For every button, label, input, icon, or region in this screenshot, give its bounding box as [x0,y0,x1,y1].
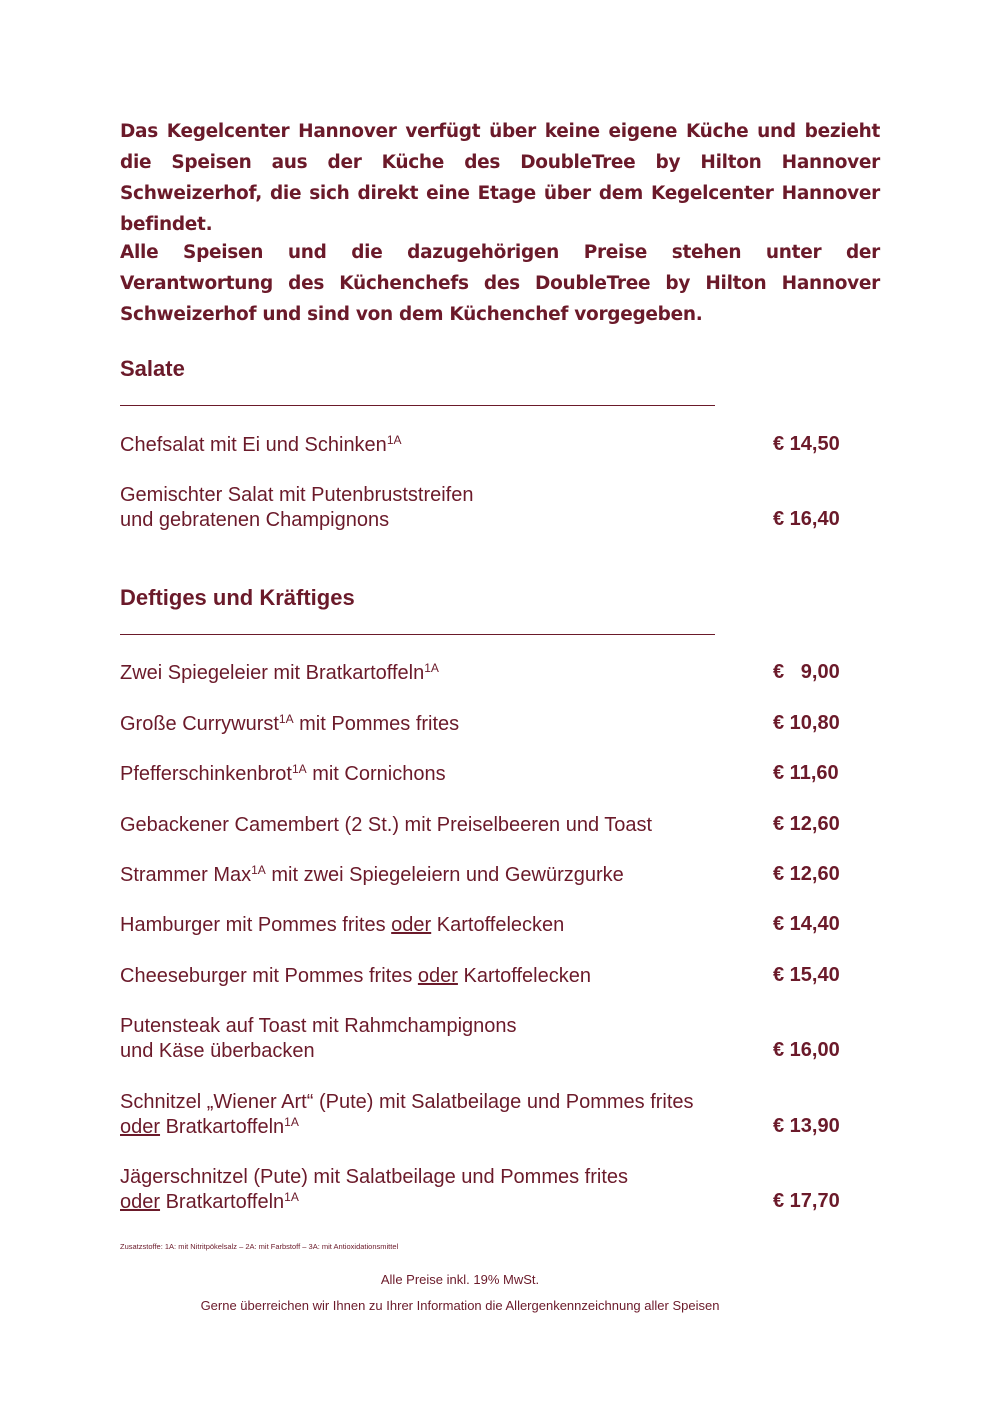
menu-item [120,433,850,458]
item-price: € 17,70 [773,1190,840,1212]
intro-paragraph-1: Das Kegelcenter Hannover verfügt über keine eigene Küche und bezieht die Speisen aus der Küche des DoubleTree by Hilton Hannover Schweizerhof, die sich direkt eine Etage über dem Kegelcenter Hannover befindet. [120,121,880,235]
or-underlined: oder [391,914,432,936]
item-name-line-2: oder Bratkartoffeln$^{1A}$ [120,1190,299,1213]
item-name: Chefsalat mit Ei und Schinken$^{1A}$ [120,433,402,456]
additive-marker: 1A [284,1115,299,1129]
menu-item: Gebackener Camembert (2 St.) mit Preiselbeeren und Toast [120,814,653,836]
item-name-line-2: oder Bratkartoffeln$^{1A}$ [120,1115,299,1138]
item-price: € 16,40 [773,508,840,530]
item-price: € 16,00 [773,1039,840,1061]
item-price: € 13,90 [773,1115,840,1137]
additives-legend: Zusatzstoffe: 1A: mit Nitritpökelsalz – 2A: mit Farbstoff – 3A: mit Antioxidationsmittel [120,1242,399,1251]
menu-item: Pfefferschinkenbrot$^{1A}$ mit Cornichons [120,762,446,785]
additive-marker: 1A [291,762,307,776]
intro-paragraph-2: Alle Speisen und die dazugehörigen Preise stehen unter der Verantwortung des Küchenchefs des DoubleTree by Hilton Hannover Schweizerhof und sind von dem Küchenchef vorgegeben. [120,242,880,325]
item-price: € 14,40 [773,913,840,935]
item-price: € 10,80 [773,712,840,734]
item-name-line-2: und Käse überbacken [120,1040,315,1062]
item-price: € 11,60 [773,762,839,784]
additive-marker: 1A [386,433,402,447]
additive-marker: 1A [424,661,439,675]
additive-marker: 1A [251,863,266,877]
menu-item: Große Currywurst$^{1A}$ mit Pommes frites [120,712,460,735]
menu-item [120,1165,850,1215]
item-name-line-2: und gebratenen Champignons [120,509,390,531]
item-price: € 12,60 [773,863,840,885]
menu-item [120,483,850,533]
section-divider [120,405,715,406]
section-divider [120,634,715,635]
menu-item: Zwei Spiegeleier mit Bratkartoffeln$^{1A}$ [120,661,439,684]
vat-note: Alle Preise inkl. 19% MwSt. [380,1272,540,1287]
item-price: € 15,40 [773,964,840,986]
section-title-deftiges: Deftiges und Kräftiges [120,585,355,610]
or-underlined: oder [120,1191,161,1213]
item-name-line-1: Putensteak auf Toast mit Rahmchampignons [120,1015,517,1037]
allergen-note: Gerne überreichen wir Ihnen zu Ihrer Information die Allergenkennzeichnung aller Speisen [200,1298,720,1313]
additive-marker: 1A [278,712,294,726]
or-underlined: oder [120,1116,161,1138]
item-price: € 12,60 [773,813,840,835]
or-underlined: oder [417,965,458,987]
menu-item [120,1014,850,1064]
item-name-line-1: Schnitzel „Wiener Art“ (Pute) mit Salatbeilage und Pommes frites [120,1091,694,1113]
item-name-line-1: Gemischter Salat mit Putenbruststreifen [120,484,474,506]
menu-item: Cheeseburger mit Pommes frites oder Kartoffelecken [120,965,591,987]
menu-item [120,1090,850,1140]
item-price: € 9,00 [773,661,840,683]
additive-marker: 1A [284,1190,299,1204]
menu-item: Strammer Max$^{1A}$ mit zwei Spiegeleiern und Gewürzgurke [120,863,624,886]
menu-item: Hamburger mit Pommes frites oder Kartoffelecken [120,914,565,936]
section-title-salate: Salate [120,356,185,381]
item-name-line-1: Jägerschnitzel (Pute) mit Salatbeilage und Pommes frites [120,1166,629,1188]
item-price: € 14,50 [773,433,840,455]
